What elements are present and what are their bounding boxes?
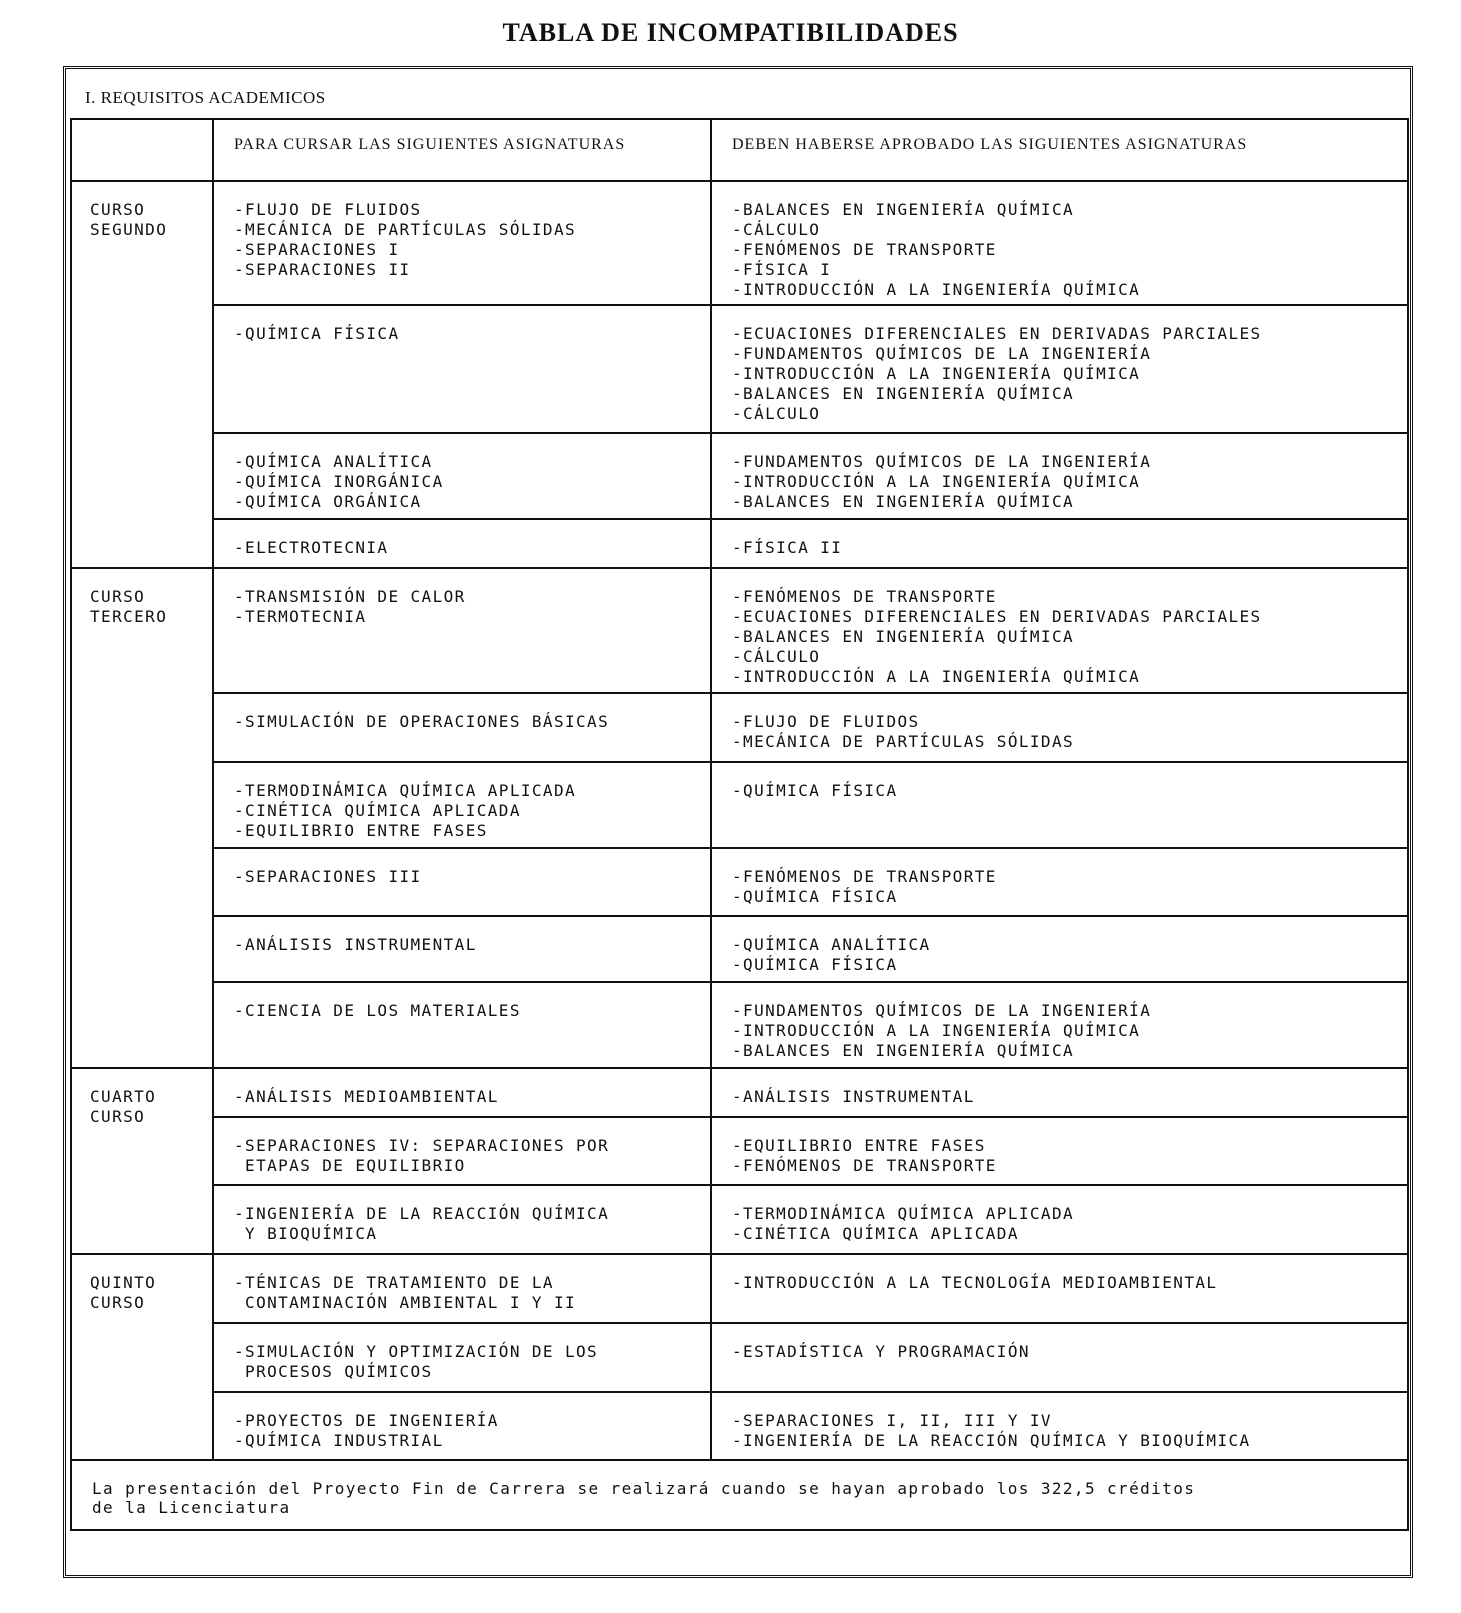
- table-row: [71, 693, 1408, 762]
- requirement-line: -ECUACIONES DIFERENCIALES EN DERIVADAS PARCIALES: [732, 324, 1262, 343]
- requirement-line: -FENÓMENOS DE TRANSPORTE: [732, 587, 997, 606]
- requirement-line: -EQUILIBRIO ENTRE FASES: [732, 1136, 986, 1155]
- table-row: [71, 1254, 1408, 1323]
- requirement-line: -BALANCES EN INGENIERÍA QUÍMICA: [732, 627, 1075, 646]
- requirement-line: -INTRODUCCIÓN A LA INGENIERÍA QUÍMICA: [732, 364, 1141, 383]
- table-row: [71, 568, 1408, 693]
- course-cell: [71, 568, 213, 1068]
- course-cell: [71, 1254, 213, 1460]
- requirements-cell: [711, 982, 1408, 1068]
- course-name-line: CURSO: [90, 200, 146, 219]
- subjects-cell: [213, 1254, 711, 1323]
- requirement-line: -CÁLCULO: [732, 404, 821, 423]
- table-row: [71, 181, 1408, 305]
- requirements-cell: [711, 568, 1408, 693]
- requirement-line: -INTRODUCCIÓN A LA TECNOLOGÍA MEDIOAMBIENTAL: [732, 1273, 1218, 1292]
- header-requirements: [711, 119, 1408, 181]
- subject-line: -MECÁNICA DE PARTÍCULAS SÓLIDAS: [234, 220, 577, 239]
- requirements-cell: [711, 1254, 1408, 1323]
- requirement-line: -BALANCES EN INGENIERÍA QUÍMICA: [732, 384, 1075, 403]
- table-row: [71, 1323, 1408, 1392]
- requirement-line: -SEPARACIONES I, II, III Y IV: [732, 1411, 1052, 1430]
- subject-line: -TRANSMISIÓN DE CALOR: [234, 587, 466, 606]
- table-row: [71, 305, 1408, 433]
- requirement-line: -ANÁLISIS INSTRUMENTAL: [732, 1087, 975, 1106]
- course-name-line: QUINTO: [90, 1273, 157, 1292]
- table-row: [71, 916, 1408, 982]
- table-row: [71, 1185, 1408, 1254]
- subject-line: -SEPARACIONES II: [234, 260, 411, 279]
- subject-line: -QUÍMICA ANALÍTICA: [234, 452, 433, 471]
- subject-line: -SIMULACIÓN Y OPTIMIZACIÓN DE LOS: [234, 1342, 599, 1361]
- course-cell: [71, 181, 213, 568]
- subjects-cell: [213, 1323, 711, 1392]
- subjects-cell: [213, 519, 711, 568]
- subject-line: -SIMULACIÓN DE OPERACIONES BÁSICAS: [234, 712, 610, 731]
- subjects-cell: [213, 305, 711, 433]
- table-row: [71, 519, 1408, 568]
- subject-line: -TÉNICAS DE TRATAMIENTO DE LA: [234, 1273, 554, 1292]
- table-row: [71, 1117, 1408, 1185]
- requirement-line: -ESTADÍSTICA Y PROGRAMACIÓN: [732, 1342, 1030, 1361]
- subject-line: -TERMODINÁMICA QUÍMICA APLICADA: [234, 781, 577, 800]
- course-name-line: CURSO: [90, 587, 146, 606]
- requirement-line: -INTRODUCCIÓN A LA INGENIERÍA QUÍMICA: [732, 280, 1141, 299]
- subject-line: -FLUJO DE FLUIDOS: [234, 200, 422, 219]
- subject-line: -INGENIERÍA DE LA REACCIÓN QUÍMICA: [234, 1204, 610, 1223]
- section-title: I. REQUISITOS ACADEMICOS: [85, 88, 326, 107]
- requirements-table: [70, 118, 1409, 1531]
- requirements-cell: [711, 433, 1408, 519]
- requirements-cell: [711, 519, 1408, 568]
- subject-line: -ANÁLISIS INSTRUMENTAL: [234, 935, 477, 954]
- subjects-cell: [213, 982, 711, 1068]
- subjects-cell: [213, 916, 711, 982]
- header-row: [71, 119, 1408, 181]
- subject-line: -SEPARACIONES III: [234, 867, 422, 886]
- requirement-line: -TERMODINÁMICA QUÍMICA APLICADA: [732, 1204, 1075, 1223]
- requirements-cell: [711, 305, 1408, 433]
- requirement-line: -BALANCES EN INGENIERÍA QUÍMICA: [732, 492, 1075, 511]
- subject-line: -QUÍMICA ORGÁNICA: [234, 492, 422, 511]
- requirement-line: -CÁLCULO: [732, 220, 821, 239]
- subject-line: -SEPARACIONES I: [234, 240, 400, 259]
- header-subjects: [213, 119, 711, 181]
- page-title: TABLA DE INCOMPATIBILIDADES: [502, 18, 959, 47]
- requirement-line: -QUÍMICA ANALÍTICA: [732, 935, 931, 954]
- subjects-cell: [213, 1117, 711, 1185]
- course-name-line: CUARTO: [90, 1087, 157, 1106]
- course-name-line: SEGUNDO: [90, 220, 168, 239]
- header-subjects-label: PARA CURSAR LAS SIGUIENTES ASIGNATURAS: [234, 136, 626, 153]
- subject-line: -QUÍMICA INORGÁNICA: [234, 472, 444, 491]
- requirement-line: -QUÍMICA FÍSICA: [732, 887, 898, 906]
- table-row: [71, 1392, 1408, 1460]
- subject-line: PROCESOS QUÍMICOS: [234, 1362, 433, 1381]
- requirement-line: -FÍSICA I: [732, 260, 832, 279]
- requirement-line: -BALANCES EN INGENIERÍA QUÍMICA: [732, 200, 1075, 219]
- course-name-line: CURSO: [90, 1107, 146, 1126]
- requirement-line: -QUÍMICA FÍSICA: [732, 781, 898, 800]
- table-row: [71, 848, 1408, 916]
- course-name-line: TERCERO: [90, 607, 168, 626]
- subject-line: -EQUILIBRIO ENTRE FASES: [234, 821, 488, 840]
- requirement-line: -QUÍMICA FÍSICA: [732, 955, 898, 974]
- subjects-cell: [213, 181, 711, 305]
- course-name-line: CURSO: [90, 1293, 146, 1312]
- footer-line: La presentación del Proyecto Fin de Carrera se realizará cuando se hayan aprobado los 322,5 créditos: [92, 1479, 1196, 1498]
- requirement-line: -CÁLCULO: [732, 647, 821, 666]
- subjects-cell: [213, 762, 711, 848]
- requirement-line: -FENÓMENOS DE TRANSPORTE: [732, 1156, 997, 1175]
- table-row: [71, 1068, 1408, 1117]
- subjects-cell: [213, 1185, 711, 1254]
- footer-row: [71, 1460, 1408, 1530]
- subject-line: -SEPARACIONES IV: SEPARACIONES POR: [234, 1136, 610, 1155]
- table-row: [71, 762, 1408, 848]
- requirement-line: -FLUJO DE FLUIDOS: [732, 712, 920, 731]
- subject-line: Y BIOQUÍMICA: [234, 1224, 378, 1243]
- subjects-cell: [213, 848, 711, 916]
- requirements-cell: [711, 1323, 1408, 1392]
- requirement-line: -BALANCES EN INGENIERÍA QUÍMICA: [732, 1041, 1075, 1060]
- header-empty-cell: [71, 119, 213, 181]
- table-row: [71, 982, 1408, 1068]
- requirement-line: -INTRODUCCIÓN A LA INGENIERÍA QUÍMICA: [732, 1021, 1141, 1040]
- table-row: [71, 433, 1408, 519]
- requirement-line: -FÍSICA II: [732, 538, 843, 557]
- subjects-cell: [213, 568, 711, 693]
- requirement-line: -FUNDAMENTOS QUÍMICOS DE LA INGENIERÍA: [732, 452, 1152, 471]
- subjects-cell: [213, 1392, 711, 1460]
- requirement-line: -INTRODUCCIÓN A LA INGENIERÍA QUÍMICA: [732, 667, 1141, 686]
- requirements-cell: [711, 693, 1408, 762]
- requirement-line: -MECÁNICA DE PARTÍCULAS SÓLIDAS: [732, 732, 1075, 751]
- subjects-cell: [213, 433, 711, 519]
- subject-line: ETAPAS DE EQUILIBRIO: [234, 1156, 466, 1175]
- requirements-cell: [711, 848, 1408, 916]
- requirement-line: -CINÉTICA QUÍMICA APLICADA: [732, 1224, 1019, 1243]
- subject-line: -QUÍMICA FÍSICA: [234, 324, 400, 343]
- subject-line: CONTAMINACIÓN AMBIENTAL I Y II: [234, 1293, 577, 1312]
- requirement-line: -FUNDAMENTOS QUÍMICOS DE LA INGENIERÍA: [732, 344, 1152, 363]
- requirements-cell: [711, 1117, 1408, 1185]
- requirement-line: -INGENIERÍA DE LA REACCIÓN QUÍMICA Y BIOQUÍMICA: [732, 1431, 1251, 1450]
- subject-line: -CIENCIA DE LOS MATERIALES: [234, 1001, 521, 1020]
- subjects-cell: [213, 693, 711, 762]
- subject-line: -TERMOTECNIA: [234, 607, 367, 626]
- requirements-cell: [711, 1185, 1408, 1254]
- requirements-cell: [711, 916, 1408, 982]
- subject-line: -CINÉTICA QUÍMICA APLICADA: [234, 801, 521, 820]
- requirements-cell: [711, 1392, 1408, 1460]
- subject-line: -QUÍMICA INDUSTRIAL: [234, 1431, 444, 1450]
- requirements-cell: [711, 1068, 1408, 1117]
- requirement-line: -ECUACIONES DIFERENCIALES EN DERIVADAS PARCIALES: [732, 607, 1262, 626]
- subjects-cell: [213, 1068, 711, 1117]
- requirements-cell: [711, 762, 1408, 848]
- subject-line: -ELECTROTECNIA: [234, 538, 389, 557]
- course-cell: [71, 1068, 213, 1254]
- footer-line: de la Licenciatura: [92, 1498, 291, 1517]
- requirement-line: -FENÓMENOS DE TRANSPORTE: [732, 867, 997, 886]
- requirements-cell: [711, 181, 1408, 305]
- subject-line: -ANÁLISIS MEDIOAMBIENTAL: [234, 1087, 499, 1106]
- requirement-line: -FENÓMENOS DE TRANSPORTE: [732, 240, 997, 259]
- subject-line: -PROYECTOS DE INGENIERÍA: [234, 1411, 499, 1430]
- footer-note: [71, 1460, 1408, 1530]
- header-requirements-label: DEBEN HABERSE APROBADO LAS SIGUIENTES ASIGNATURAS: [732, 136, 1248, 153]
- requirement-line: -FUNDAMENTOS QUÍMICOS DE LA INGENIERÍA: [732, 1001, 1152, 1020]
- requirement-line: -INTRODUCCIÓN A LA INGENIERÍA QUÍMICA: [732, 472, 1141, 491]
